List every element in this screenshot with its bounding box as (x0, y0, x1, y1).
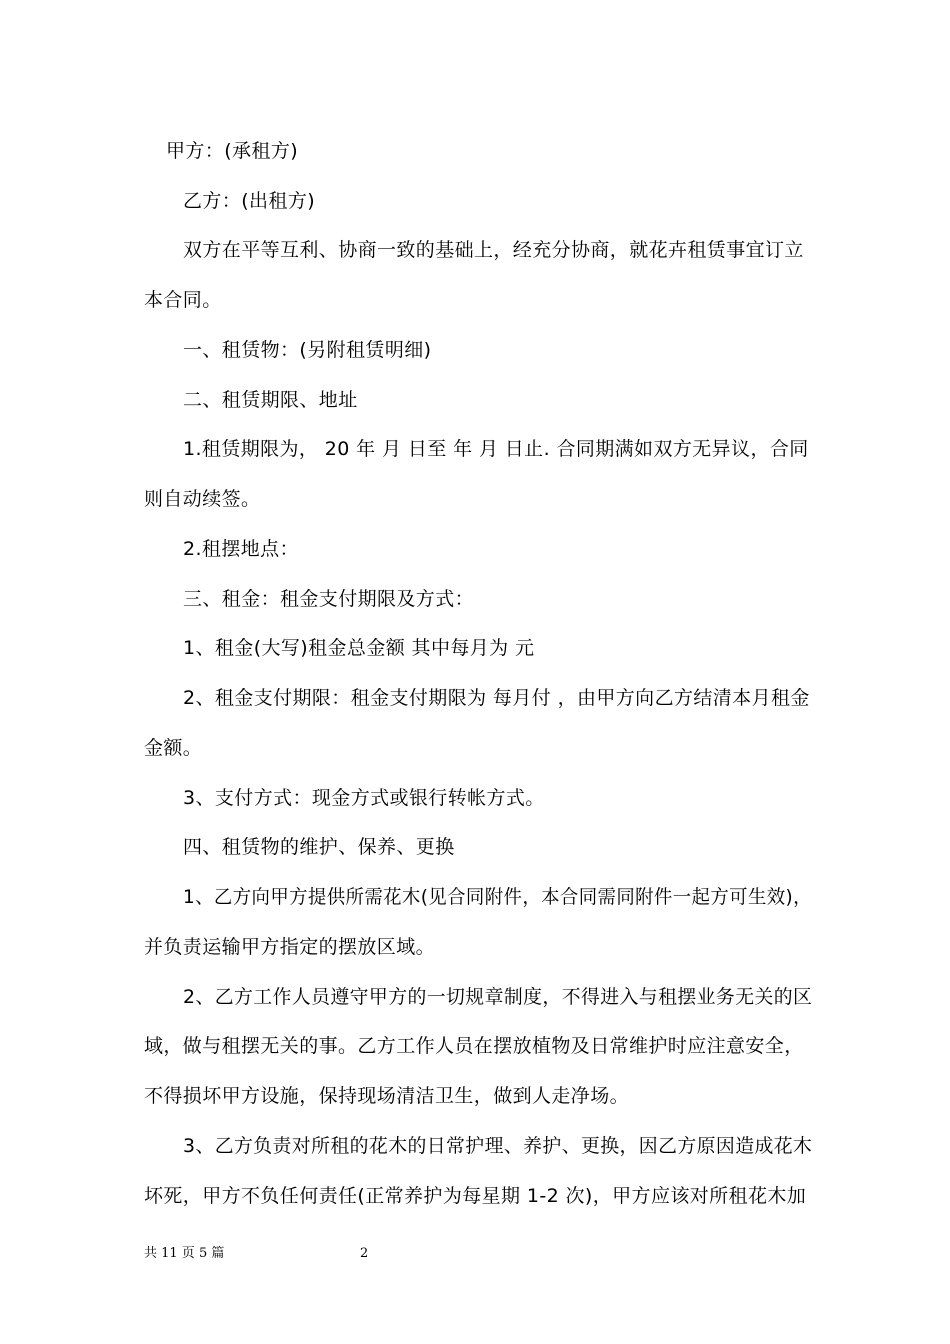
paragraph-line: 2.租摆地点： (183, 538, 299, 560)
footer-page-count: 共 11 页 5 篇 (144, 1246, 225, 1261)
party-b-line: 乙方：(出租方) (183, 190, 316, 212)
paragraph-line: 本合同。 (144, 289, 222, 311)
section-heading: 四、租赁物的维护、保养、更换 (183, 836, 455, 858)
paragraph-line: 2、乙方工作人员遵守甲方的一切规章制度，不得进入与租摆业务无关的区 (183, 986, 813, 1008)
paragraph-line: 1、乙方向甲方提供所需花木(见合同附件，本合同需同附件一起方可生效)， (183, 886, 812, 908)
paragraph-line: 并负责运输甲方指定的摆放区域。 (144, 936, 436, 958)
paragraph-line: 域，做与租摆无关的事。乙方工作人员在摆放植物及日常维护时应注意安全， (144, 1035, 804, 1057)
section-heading: 二、租赁期限、地址 (183, 389, 358, 411)
paragraph-line: 1、租金(大写)租金总金额 其中每月为 元 (183, 637, 535, 659)
paragraph-line: 2、租金支付期限：租金支付期限为 每月付 ，由甲方向乙方结清本月租金 (183, 687, 810, 709)
paragraph-line: 则自动续签。 (144, 488, 261, 510)
paragraph-line: 3、乙方负责对所租的花木的日常护理、养护、更换，因乙方原因造成花木 (183, 1135, 813, 1157)
paragraph-line: 1.租赁期限为， 20 年 月 日至 年 月 日止. 合同期满如双方无异议，合同 (183, 438, 809, 460)
paragraph-line: 金额。 (144, 737, 203, 759)
party-a-line: 甲方：(承租方) (166, 140, 299, 162)
paragraph-line: 不得损坏甲方设施，保持现场清洁卫生，做到人走净场。 (144, 1085, 630, 1107)
paragraph-line: 3、支付方式：现金方式或银行转帐方式。 (183, 787, 545, 809)
footer-page-number: 2 (360, 1246, 369, 1261)
section-heading: 三、租金：租金支付期限及方式： (183, 588, 475, 610)
paragraph-line: 坏死，甲方不负任何责任(正常养护为每星期 1-2 次)，甲方应该对所租花木加 (144, 1185, 807, 1207)
section-heading: 一、租赁物：(另附租赁明细) (183, 339, 432, 361)
paragraph-line: 双方在平等互利、协商一致的基础上，经充分协商，就花卉租赁事宜订立 (183, 239, 804, 261)
